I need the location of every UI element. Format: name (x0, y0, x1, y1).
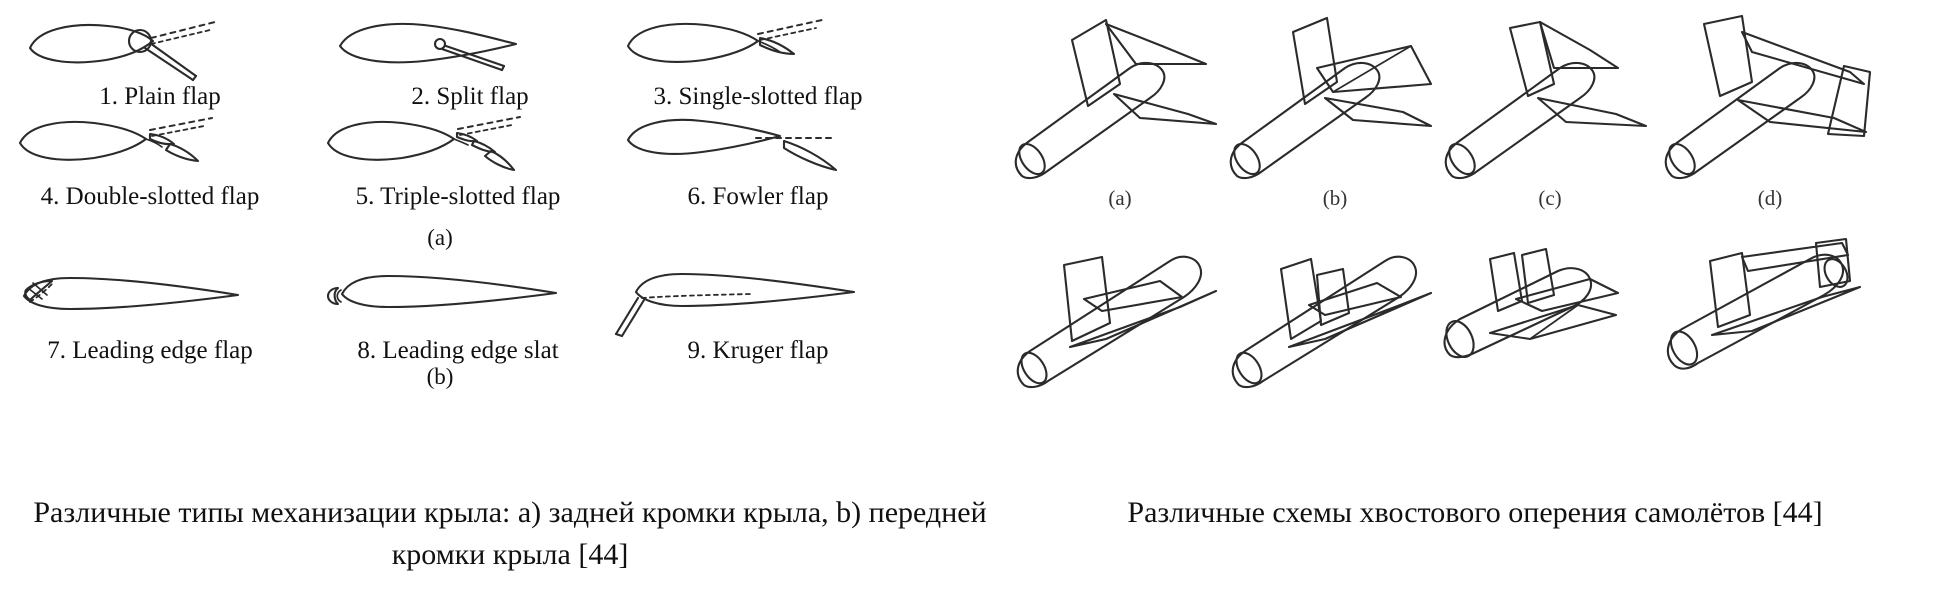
flap-item-triple-slotted-flap (308, 108, 608, 212)
flap-item-kruger-flap (608, 262, 908, 366)
tail-item-g (1440, 235, 1660, 405)
group-label-b: (b) (426, 364, 454, 389)
tail-label: (a) (1108, 186, 1132, 210)
split-flap-illustration (320, 8, 620, 82)
tail-b-illustration (1225, 6, 1445, 186)
tail-item-f (1225, 235, 1445, 405)
single-slotted-flap-illustration (608, 8, 908, 82)
leading-edge-flap-illustration (0, 262, 300, 336)
group-label-a: (a) (427, 225, 453, 250)
tail-g-illustration (1440, 235, 1660, 405)
flap-label: 1. Plain flap (99, 83, 221, 110)
tail-item-h (1660, 235, 1880, 405)
tail-label: (c) (1538, 186, 1562, 210)
flap-label: 8. Leading edge slat (357, 337, 559, 364)
tail-f-illustration (1225, 235, 1445, 405)
fowler-flap-illustration (608, 108, 908, 182)
triple-slotted-flap-illustration (308, 108, 608, 182)
flap-item-leading-edge-flap (0, 262, 300, 366)
tail-item-d (1660, 6, 1880, 211)
flap-item-plain-flap (10, 8, 310, 112)
flap-label: 9. Kruger flap (687, 337, 829, 364)
flap-label: 6. Fowler flap (687, 183, 829, 210)
tail-h-illustration (1660, 235, 1890, 405)
tail-item-e (1010, 235, 1230, 405)
tail-c-illustration (1440, 6, 1660, 186)
flap-item-single-slotted-flap (608, 8, 908, 112)
flap-item-double-slotted-flap (0, 108, 300, 212)
tail-label: (b) (1322, 186, 1348, 210)
plain-flap-illustration (10, 8, 310, 82)
flap-item-fowler-flap (608, 108, 908, 212)
flap-label: 2. Split flap (411, 83, 529, 110)
tail-item-b (1225, 6, 1445, 211)
leading-edge-slat-illustration (308, 262, 608, 336)
tail-e-illustration (1010, 235, 1230, 405)
flap-label: 5. Triple-slotted flap (355, 183, 561, 210)
right-figure-caption: Различные схемы хвостового оперения самолётов [44] (1127, 496, 1823, 529)
tail-item-c (1440, 6, 1660, 211)
left-figure-caption: Различные типы механизации крыла: a) задней кромки крыла, b) передней кромки крыла [44] (33, 496, 987, 571)
kruger-flap-illustration (608, 262, 908, 336)
double-slotted-flap-illustration (0, 108, 300, 182)
tail-a-illustration (1010, 6, 1230, 186)
flap-item-leading-edge-slat (308, 262, 608, 366)
tail-item-a (1010, 6, 1230, 211)
tail-label: (d) (1757, 186, 1783, 210)
flap-label: 4. Double-slotted flap (40, 183, 260, 210)
flap-item-split-flap (320, 8, 620, 112)
flap-label: 3. Single-slotted flap (653, 83, 863, 110)
tail-d-illustration (1660, 6, 1890, 186)
flap-label: 7. Leading edge flap (47, 337, 253, 364)
